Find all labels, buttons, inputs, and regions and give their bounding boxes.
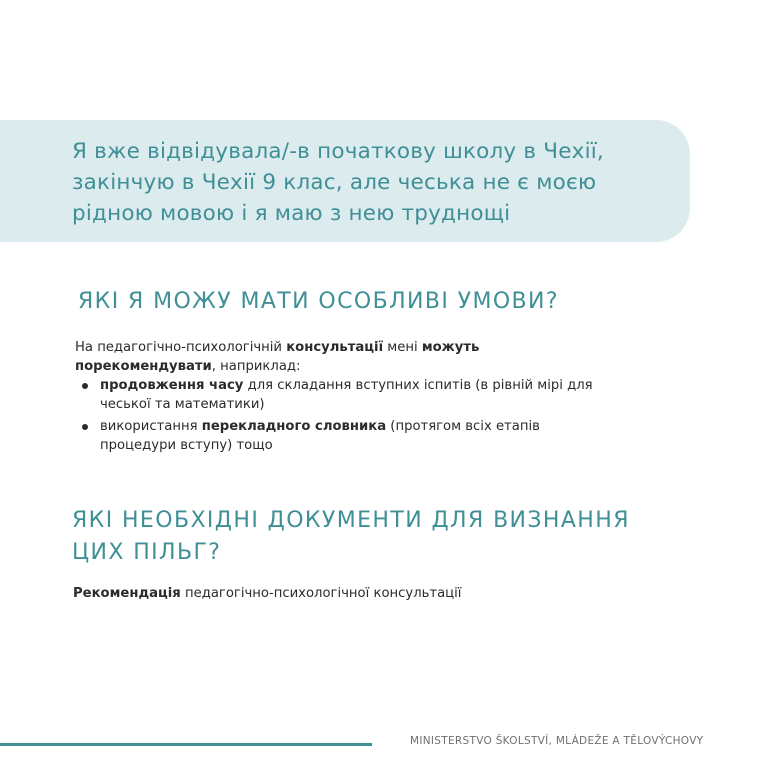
intro-line xyxy=(75,338,675,357)
list-item-bold: продовження часу xyxy=(100,378,244,393)
intro-text: , наприклад: xyxy=(211,359,301,374)
list-item-line xyxy=(100,417,682,436)
bullet-icon xyxy=(82,424,88,430)
intro-text: мені xyxy=(383,340,422,355)
conditions-list xyxy=(82,376,682,458)
list-item xyxy=(82,417,682,455)
documents-heading xyxy=(72,505,630,569)
list-item-text: (протягом всіх етапів xyxy=(386,419,540,434)
list-item xyxy=(82,376,682,414)
documents-heading-line: ЦИХ ПІЛЬГ? xyxy=(72,540,222,565)
hero-line: Я вже відвідувала/-в початкову школу в Чехії, xyxy=(72,139,604,164)
hero-title xyxy=(72,136,672,229)
list-item-line: чеської та математики) xyxy=(100,397,265,412)
list-item-text: використання xyxy=(100,419,202,434)
ministry-name: MINISTERSTVO ŠKOLSTVÍ, MLÁDEŽE A TĚLOVÝCHOVY xyxy=(410,735,704,747)
list-item-bold: перекладного словника xyxy=(201,419,387,434)
list-item-line: процедури вступу) тощо xyxy=(100,438,273,453)
conditions-heading: ЯКІ Я МОЖУ МАТИ ОСОБЛИВІ УМОВИ? xyxy=(78,289,559,314)
documents-text xyxy=(73,584,461,603)
documents-bold: Рекомендація xyxy=(73,586,181,601)
intro-text: На педагогічно-психологічній xyxy=(75,340,287,355)
hero-line: рідною мовою і я маю з нею труднощі xyxy=(72,201,511,226)
documents-rest: педагогічно-психологічної консультації xyxy=(180,586,462,601)
intro-bold: можуть xyxy=(421,340,480,355)
list-item-text: для складання вступних іспитів (в рівній мірі для xyxy=(243,378,593,393)
footer-divider xyxy=(0,743,372,746)
bullet-icon xyxy=(82,383,88,389)
hero-line: закінчую в Чехії 9 клас, але чеська не є моєю xyxy=(72,170,597,195)
intro-line xyxy=(75,357,675,376)
documents-heading-line: ЯКІ НЕОБХІДНІ ДОКУМЕНТИ ДЛЯ ВИЗНАННЯ xyxy=(72,508,630,533)
intro-bold: консультації xyxy=(286,340,384,355)
list-item-line xyxy=(100,376,682,395)
conditions-intro xyxy=(75,338,675,376)
intro-bold: порекомендувати xyxy=(75,359,212,374)
